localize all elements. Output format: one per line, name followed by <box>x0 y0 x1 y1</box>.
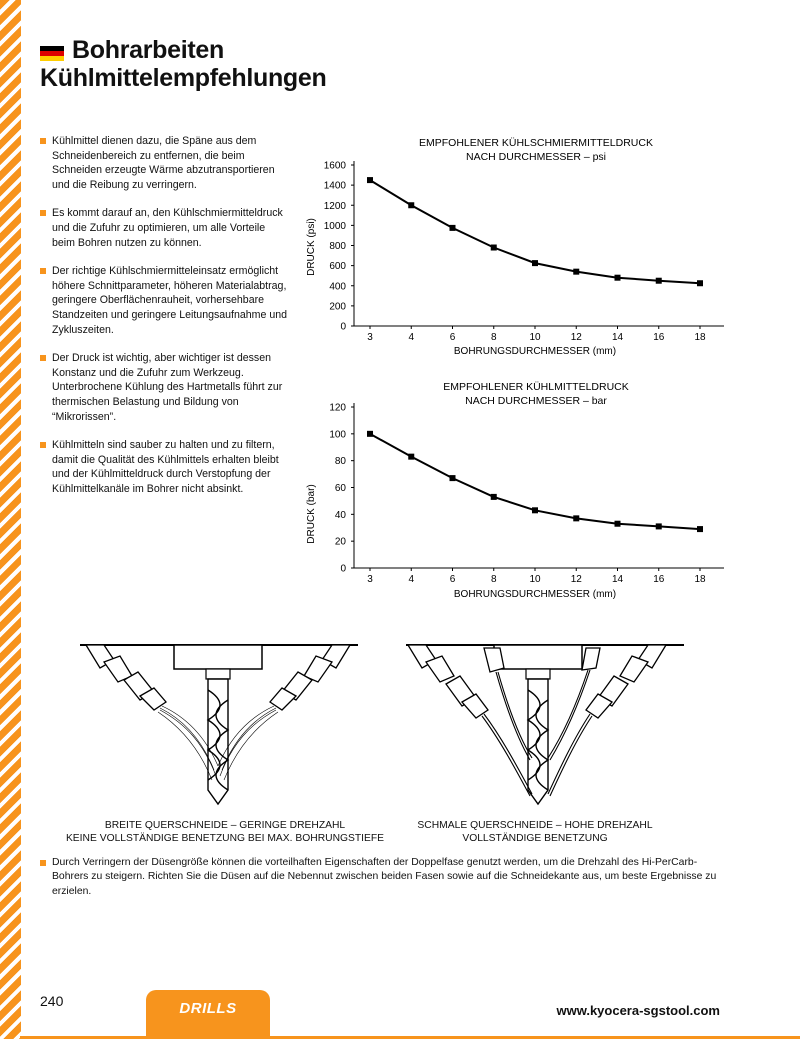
bullet-square-icon <box>40 138 46 144</box>
caption-line: VOLLSTÄNDIGE BENETZUNG <box>462 833 608 844</box>
x-tick-label: 14 <box>611 332 624 343</box>
series-line <box>370 434 700 529</box>
chart-subtitle: NACH DURCHMESSER – bar <box>465 395 607 407</box>
bullet-square-icon <box>40 268 46 274</box>
y-tick-label: 1000 <box>323 220 346 232</box>
narrow-chisel-drill-illustration <box>400 640 700 810</box>
bar-chart-svg <box>300 376 730 608</box>
data-point <box>450 475 456 481</box>
note-bullet: Durch Verringern der Düsengröße können die vorteilhaften Eigenschaften der Doppelfase genutzt werden, um die Drehzahl des Hi-PerCarb-Bohrers zu steigern. Richten Sie die Düsen auf die Nebennut zwischen beiden Fasen sowie auf die Schneidekante aus, um beste Ergebnisse zu erzielen. <box>40 856 732 899</box>
chart-subtitle: NACH DURCHMESSER – psi <box>465 151 607 163</box>
x-tick-label: 14 <box>611 574 624 585</box>
bullet-item: Es kommt darauf an, den Kühlschmiermitteldruck und die Zufuhr zu optimieren, um alle Vorteile beim Bohren nutzen zu können. <box>40 206 290 250</box>
data-point <box>697 280 703 286</box>
decorative-stripe <box>0 0 21 1039</box>
y-tick-label: 600 <box>329 261 346 273</box>
bar-chart <box>300 376 730 613</box>
x-tick-label: 6 <box>449 332 456 343</box>
y-tick-label: 0 <box>340 321 346 333</box>
flag-band-gold <box>40 56 64 61</box>
data-point <box>573 515 579 521</box>
y-tick-label: 80 <box>334 456 346 468</box>
y-tick-label: 1200 <box>323 200 346 212</box>
y-tick-label: 200 <box>329 301 346 313</box>
data-point <box>450 225 456 231</box>
y-tick-label: 800 <box>329 241 346 252</box>
section-tab[interactable] <box>146 990 270 1039</box>
data-point <box>656 278 662 284</box>
bullet-item: Kühlmitteln sind sauber zu halten und zu filtern, damit die Qualität des Kühlmittels erhalten bleibt und der Kühlmitteldruck durch Verstopfung der Kühlmittelkanäle im Bohrer nicht absinkt. <box>40 438 290 496</box>
y-tick-label: 1600 <box>323 160 346 172</box>
bullet-square-icon <box>40 442 46 448</box>
bullet-square-icon <box>40 355 46 361</box>
data-point <box>697 526 703 532</box>
x-tick-label: 12 <box>570 574 582 585</box>
data-point <box>532 507 538 513</box>
data-point <box>615 521 621 527</box>
y-tick-label: 400 <box>329 281 346 293</box>
caption-line: SCHMALE QUERSCHNEIDE – HOHE DREHZAHL <box>417 820 653 831</box>
y-axis-label: DRUCK (bar) <box>306 484 317 544</box>
x-tick-label: 4 <box>408 332 415 343</box>
caption-line: KEINE VOLLSTÄNDIGE BENETZUNG BEI MAX. BOHRUNGSTIEFE <box>65 833 385 844</box>
left-illustration-caption <box>60 819 390 845</box>
chart-title: EMPFOHLENER KÜHLMITTELDRUCK <box>443 381 629 393</box>
y-tick-label: 120 <box>329 402 346 414</box>
bullet-item: Der Druck ist wichtig, aber wichtiger ist dessen Konstanz und die Zufuhr zum Werkzeug. Unterbrochene Kühlung des Hartmetalls führt zur thermischen Belastung und Bildung von “Mikrorissen”. <box>40 351 290 424</box>
y-tick-label: 20 <box>334 536 346 548</box>
x-tick-label: 16 <box>653 332 665 343</box>
bullet-square-icon <box>40 210 46 216</box>
data-point <box>367 177 373 183</box>
chart-title: EMPFOHLENER KÜHLSCHMIERMITTELDRUCK <box>419 137 653 149</box>
data-point <box>615 275 621 281</box>
data-point <box>532 260 538 266</box>
x-axis-label: BOHRUNGSDURCHMESSER (mm) <box>453 346 617 357</box>
website-url[interactable]: www.kyocera-sgstool.com <box>556 1003 720 1018</box>
y-axis-label: DRUCK (psi) <box>306 218 317 276</box>
data-point <box>367 431 373 437</box>
y-tick-label: 40 <box>334 509 346 521</box>
wide-chisel-drill-illustration <box>74 640 374 810</box>
y-tick-label: 100 <box>329 429 346 441</box>
caption-line: BREITE QUERSCHNEIDE – GERINGE DREHZAHL <box>104 820 346 831</box>
data-point <box>491 494 497 500</box>
x-tick-label: 18 <box>694 574 706 585</box>
data-point <box>408 454 414 460</box>
data-point <box>573 269 579 275</box>
x-tick-label: 6 <box>449 574 456 585</box>
data-point <box>408 202 414 208</box>
data-point <box>656 523 662 529</box>
page-title: Bohrarbeiten <box>72 36 224 64</box>
section-tab-label: DRILLS <box>179 1000 237 1017</box>
bullet-list <box>40 134 290 510</box>
x-tick-label: 3 <box>367 574 373 585</box>
bullet-item: Kühlmittel dienen dazu, die Späne aus dem Schneidenbereich zu entfernen, die beim Schneiden erzeugte Wärme abzutransportieren und die Reibung zu verringern. <box>40 134 290 192</box>
x-tick-label: 16 <box>653 574 665 585</box>
x-axis-label: BOHRUNGSDURCHMESSER (mm) <box>453 589 617 600</box>
psi-chart-svg <box>300 132 730 364</box>
x-tick-label: 10 <box>529 332 541 343</box>
bullet-square-icon <box>40 860 46 866</box>
right-illustration-caption <box>405 819 665 845</box>
x-tick-label: 18 <box>694 332 706 343</box>
x-tick-label: 8 <box>490 332 497 343</box>
y-tick-label: 0 <box>340 563 346 575</box>
x-tick-label: 8 <box>490 574 497 585</box>
x-tick-label: 4 <box>408 574 415 585</box>
x-tick-label: 3 <box>367 332 373 343</box>
german-flag-icon <box>40 46 64 61</box>
page-number: 240 <box>40 993 64 1009</box>
psi-chart <box>300 132 730 369</box>
x-tick-label: 10 <box>529 574 541 585</box>
bullet-item: Der richtige Kühlschmiermitteleinsatz ermöglicht höhere Schnittparameter, höheren Materialabtrag, geringere Oberflächenrauheit, vorhersehbare Standzeiten und geringere Leitungsaufnahme und Zykluszeiten. <box>40 264 290 337</box>
data-point <box>491 245 497 251</box>
y-tick-label: 1400 <box>323 180 346 192</box>
series-line <box>370 180 700 283</box>
y-tick-label: 60 <box>334 483 346 494</box>
x-tick-label: 12 <box>570 332 582 343</box>
page-subtitle: Kühlmittelempfehlungen <box>40 64 327 92</box>
